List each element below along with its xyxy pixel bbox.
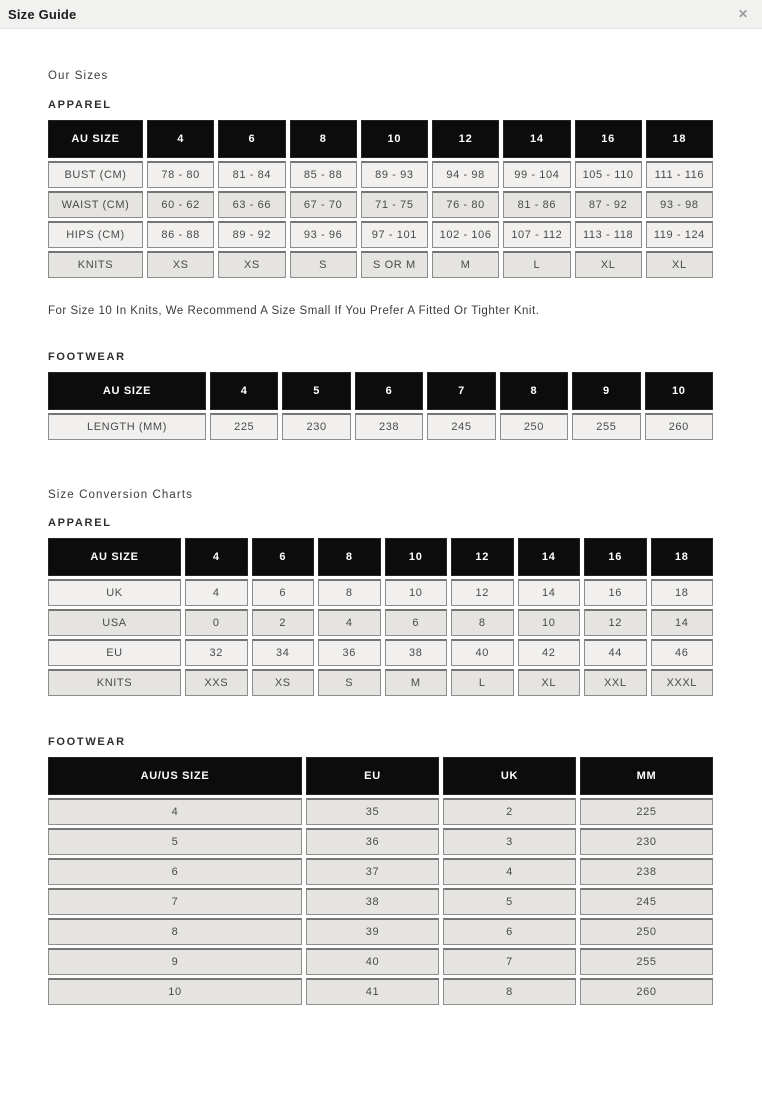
table-cell: XS (252, 669, 315, 696)
table-cell: 40 (306, 948, 439, 975)
table-header-cell: 4 (185, 538, 248, 576)
table-cell: 245 (580, 888, 713, 915)
row-label-cell: 4 (48, 798, 302, 825)
row-label-cell: UK (48, 579, 181, 606)
table-cell: S (290, 251, 357, 278)
table-cell: 119 - 124 (646, 221, 713, 248)
table-cell: 67 - 70 (290, 191, 357, 218)
conversion-footwear-table (48, 757, 713, 1005)
table-cell: 111 - 116 (646, 161, 713, 188)
table-cell: 38 (306, 888, 439, 915)
size-guide-header (0, 0, 762, 29)
table-header-cell: 16 (575, 120, 642, 158)
table-cell: 8 (318, 579, 381, 606)
table-header-cell: 8 (500, 372, 568, 410)
footwear-label-conversion: FOOTWEAR (48, 736, 126, 748)
table-cell: 87 - 92 (575, 191, 642, 218)
table-cell: 4 (318, 609, 381, 636)
table-cell: 245 (427, 413, 495, 440)
table-cell: 260 (580, 978, 713, 1005)
table-header-cell: AU/US SIZE (48, 757, 302, 795)
table-header-cell: 16 (584, 538, 647, 576)
table-header-cell: 18 (651, 538, 714, 576)
table-cell: 44 (584, 639, 647, 666)
row-label-cell: 5 (48, 828, 302, 855)
table-cell: 36 (318, 639, 381, 666)
row-label-cell: 6 (48, 858, 302, 885)
size-conversion-heading: Size Conversion Charts (48, 489, 194, 501)
table-cell: XL (518, 669, 581, 696)
table-cell: 14 (518, 579, 581, 606)
table-cell: 94 - 98 (432, 161, 499, 188)
table-cell: XS (147, 251, 214, 278)
row-label-cell: BUST (CM) (48, 161, 143, 188)
table-cell: 42 (518, 639, 581, 666)
table-cell: 71 - 75 (361, 191, 428, 218)
table-cell: 85 - 88 (290, 161, 357, 188)
apparel-label-our-sizes: APPAREL (48, 99, 112, 111)
knits-note: For Size 10 In Knits, We Recommend A Size Small If You Prefer A Fitted Or Tighter Knit. (48, 305, 540, 317)
conversion-apparel-table (48, 538, 713, 696)
table-cell: 4 (185, 579, 248, 606)
table-header-cell: 14 (518, 538, 581, 576)
our-sizes-heading: Our Sizes (48, 70, 109, 82)
table-cell: 60 - 62 (147, 191, 214, 218)
row-label-cell: KNITS (48, 251, 143, 278)
table-cell: 250 (580, 918, 713, 945)
table-header-cell: 7 (427, 372, 495, 410)
table-cell: 63 - 66 (218, 191, 285, 218)
table-cell: 34 (252, 639, 315, 666)
table-cell: 105 - 110 (575, 161, 642, 188)
table-cell: 6 (443, 918, 576, 945)
table-cell: 36 (306, 828, 439, 855)
size-guide-content (0, 70, 762, 1005)
table-header-cell: 10 (385, 538, 448, 576)
table-cell: 260 (645, 413, 713, 440)
table-cell: 39 (306, 918, 439, 945)
table-cell: 32 (185, 639, 248, 666)
table-cell: 76 - 80 (432, 191, 499, 218)
table-cell: XS (218, 251, 285, 278)
table-cell: 250 (500, 413, 568, 440)
table-cell: 89 - 93 (361, 161, 428, 188)
table-cell: 4 (443, 858, 576, 885)
table-header-cell: 14 (503, 120, 570, 158)
table-cell: 81 - 86 (503, 191, 570, 218)
table-cell: M (385, 669, 448, 696)
row-label-cell: HIPS (CM) (48, 221, 143, 248)
table-header-cell: UK (443, 757, 576, 795)
table-header-cell: 6 (355, 372, 423, 410)
table-cell: 16 (584, 579, 647, 606)
table-cell: S (318, 669, 381, 696)
table-cell: 2 (252, 609, 315, 636)
table-header-cell: 6 (252, 538, 315, 576)
table-cell: 225 (580, 798, 713, 825)
table-header-cell: AU SIZE (48, 120, 143, 158)
table-cell: 0 (185, 609, 248, 636)
table-cell: XL (646, 251, 713, 278)
row-label-cell: USA (48, 609, 181, 636)
table-cell: 230 (282, 413, 350, 440)
table-cell: 8 (443, 978, 576, 1005)
table-header-cell: EU (306, 757, 439, 795)
row-label-cell: 9 (48, 948, 302, 975)
table-cell: 238 (580, 858, 713, 885)
table-cell: L (503, 251, 570, 278)
table-cell: 89 - 92 (218, 221, 285, 248)
row-label-cell: 7 (48, 888, 302, 915)
table-cell: 93 - 98 (646, 191, 713, 218)
table-cell: 38 (385, 639, 448, 666)
table-cell: 41 (306, 978, 439, 1005)
table-cell: 10 (385, 579, 448, 606)
our-sizes-apparel-table (48, 120, 713, 278)
close-icon[interactable]: ✕ (737, 7, 748, 21)
table-cell: 225 (210, 413, 278, 440)
table-cell: 2 (443, 798, 576, 825)
table-header-cell: AU SIZE (48, 538, 181, 576)
table-cell: 102 - 106 (432, 221, 499, 248)
table-cell: 238 (355, 413, 423, 440)
table-header-cell: AU SIZE (48, 372, 206, 410)
table-header-cell: 12 (451, 538, 514, 576)
table-cell: 14 (651, 609, 714, 636)
table-cell: 8 (451, 609, 514, 636)
table-header-cell: MM (580, 757, 713, 795)
table-cell: 230 (580, 828, 713, 855)
table-cell: 7 (443, 948, 576, 975)
table-cell: 12 (584, 609, 647, 636)
page-title: Size Guide (8, 6, 77, 22)
table-cell: 46 (651, 639, 714, 666)
table-cell: 6 (385, 609, 448, 636)
table-cell: XL (575, 251, 642, 278)
table-cell: 107 - 112 (503, 221, 570, 248)
table-header-cell: 18 (646, 120, 713, 158)
table-cell: 93 - 96 (290, 221, 357, 248)
our-sizes-footwear-table (48, 372, 713, 440)
table-cell: 35 (306, 798, 439, 825)
table-cell: XXL (584, 669, 647, 696)
table-header-cell: 10 (361, 120, 428, 158)
table-cell: XXXL (651, 669, 714, 696)
row-label-cell: KNITS (48, 669, 181, 696)
row-label-cell: WAIST (CM) (48, 191, 143, 218)
table-header-cell: 5 (282, 372, 350, 410)
table-cell: 40 (451, 639, 514, 666)
table-header-cell: 8 (290, 120, 357, 158)
table-header-cell: 4 (147, 120, 214, 158)
table-cell: 255 (580, 948, 713, 975)
table-cell: 3 (443, 828, 576, 855)
table-header-cell: 6 (218, 120, 285, 158)
table-cell: 6 (252, 579, 315, 606)
apparel-label-conversion: APPAREL (48, 517, 112, 529)
table-cell: 78 - 80 (147, 161, 214, 188)
table-header-cell: 10 (645, 372, 713, 410)
table-cell: XXS (185, 669, 248, 696)
footwear-label-our-sizes: FOOTWEAR (48, 351, 126, 363)
table-cell: 86 - 88 (147, 221, 214, 248)
table-cell: 81 - 84 (218, 161, 285, 188)
table-cell: 113 - 118 (575, 221, 642, 248)
table-cell: 99 - 104 (503, 161, 570, 188)
row-label-cell: 10 (48, 978, 302, 1005)
table-header-cell: 4 (210, 372, 278, 410)
table-cell: M (432, 251, 499, 278)
table-cell: L (451, 669, 514, 696)
table-cell: 10 (518, 609, 581, 636)
row-label-cell: LENGTH (MM) (48, 413, 206, 440)
table-header-cell: 9 (572, 372, 640, 410)
table-cell: 5 (443, 888, 576, 915)
table-cell: 97 - 101 (361, 221, 428, 248)
table-cell: 12 (451, 579, 514, 606)
table-cell: S OR M (361, 251, 428, 278)
table-cell: 18 (651, 579, 714, 606)
table-cell: 37 (306, 858, 439, 885)
table-header-cell: 12 (432, 120, 499, 158)
table-header-cell: 8 (318, 538, 381, 576)
table-cell: 255 (572, 413, 640, 440)
row-label-cell: EU (48, 639, 181, 666)
row-label-cell: 8 (48, 918, 302, 945)
